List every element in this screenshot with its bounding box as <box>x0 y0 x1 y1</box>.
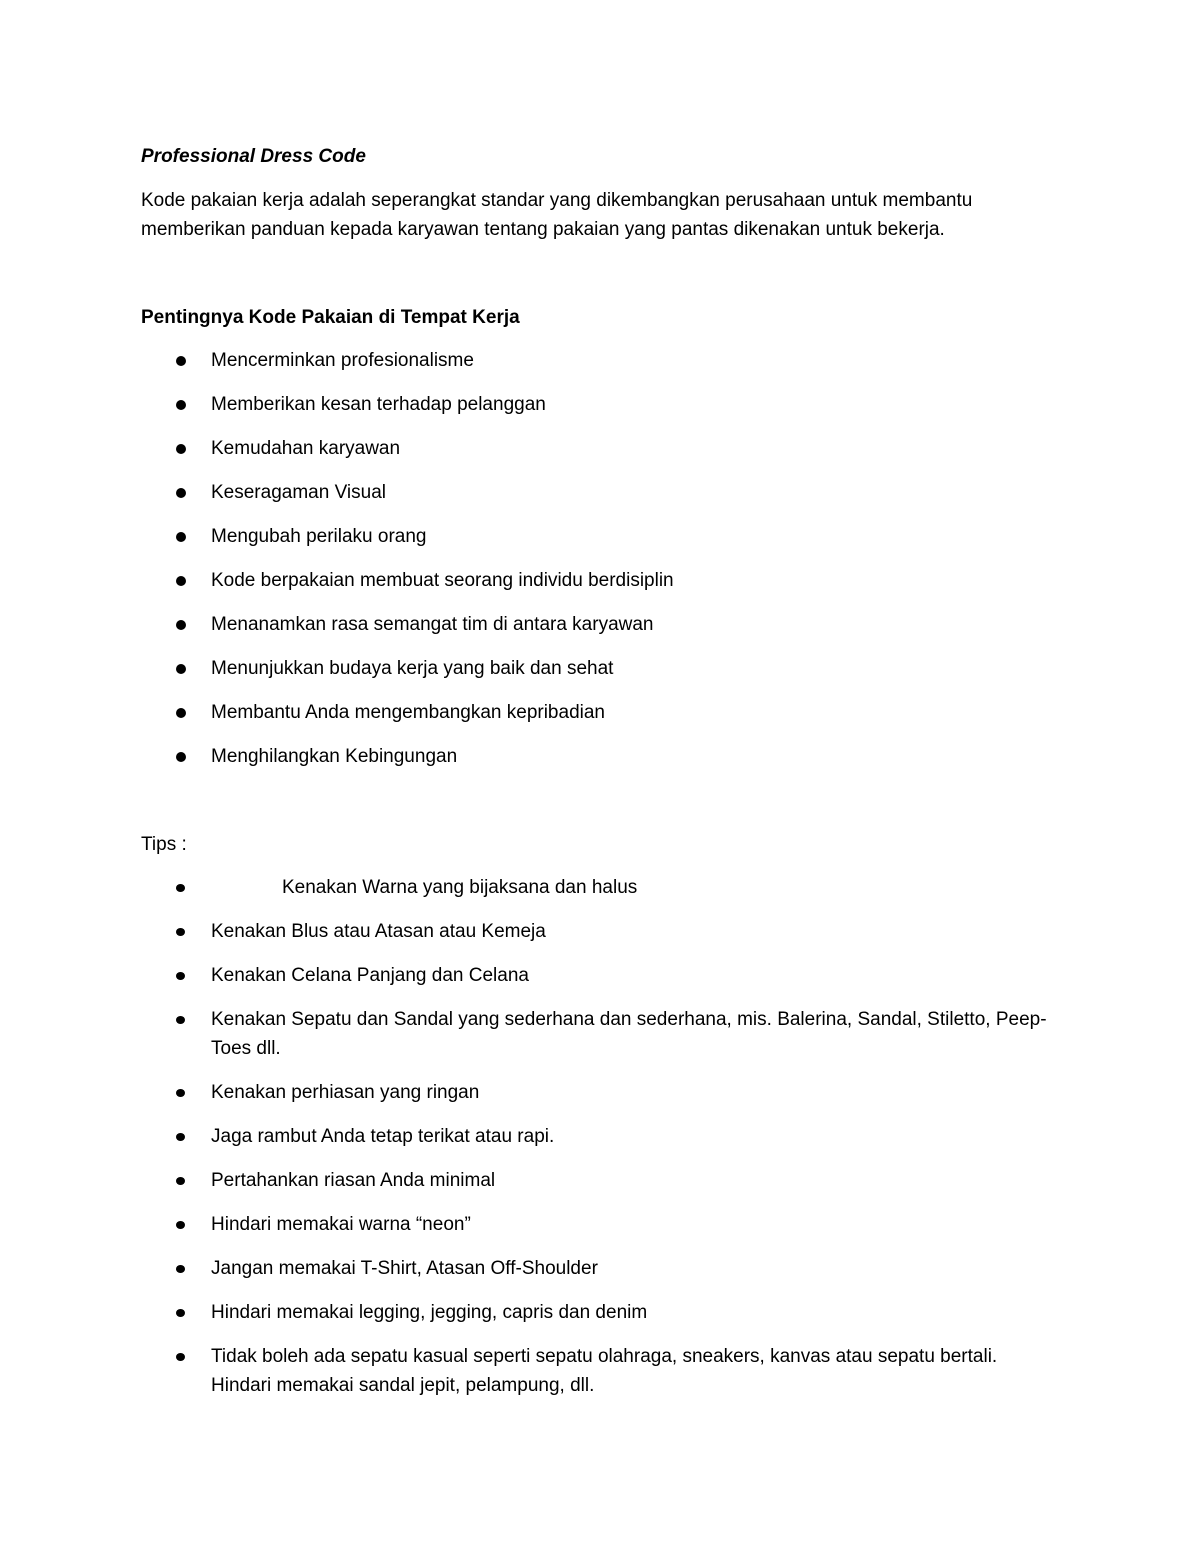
list-item: Hindari memakai legging, jegging, capris dan denim <box>141 1298 1056 1327</box>
bullet-icon <box>176 620 186 630</box>
bullet-icon <box>176 488 186 498</box>
bullet-icon <box>176 532 186 542</box>
bullet-icon <box>176 972 185 980</box>
intro-paragraph: Kode pakaian kerja adalah seperangkat standar yang dikembangkan perusahaan untuk membantu memberikan panduan kepada karyawan tentang pakaian yang pantas dikenakan untuk bekerja. <box>141 190 973 240</box>
list-item: Memberikan kesan terhadap pelanggan <box>141 390 1056 419</box>
bullet-icon <box>176 664 186 674</box>
importance-list <box>141 346 1056 771</box>
list-item: Pertahankan riasan Anda minimal <box>141 1166 1056 1195</box>
bullet-icon <box>176 400 186 410</box>
bullet-icon <box>176 1016 185 1024</box>
bullet-icon <box>176 576 186 586</box>
list-item: Kenakan Blus atau Atasan atau Kemeja <box>141 917 1056 946</box>
list-item: Kenakan Warna yang bijaksana dan halus <box>141 873 1056 902</box>
tips-label: Tips : <box>141 834 187 855</box>
bullet-icon <box>176 356 186 366</box>
list-item: Tidak boleh ada sepatu kasual seperti sepatu olahraga, sneakers, kanvas atau sepatu bertali. Hindari memakai sandal jepit, pelampung, dll. <box>141 1342 1056 1400</box>
bullet-icon <box>176 1177 185 1185</box>
list-item: Jangan memakai T-Shirt, Atasan Off-Shoulder <box>141 1254 1056 1283</box>
bullet-icon <box>176 1265 185 1273</box>
list-item: Menunjukkan budaya kerja yang baik dan sehat <box>141 654 1056 683</box>
bullet-icon <box>176 884 185 892</box>
list-item: Menanamkan rasa semangat tim di antara karyawan <box>141 610 1056 639</box>
bullet-icon <box>176 1089 185 1097</box>
list-item: Keseragaman Visual <box>141 478 1056 507</box>
importance-heading: Pentingnya Kode Pakaian di Tempat Kerja <box>141 307 520 328</box>
bullet-icon <box>176 708 186 718</box>
list-item: Kenakan Sepatu dan Sandal yang sederhana dan sederhana, mis. Balerina, Sandal, Stiletto, Peep-Toes dll. <box>141 1005 1056 1063</box>
list-item: Kode berpakaian membuat seorang individu berdisiplin <box>141 566 1056 595</box>
list-item: Membantu Anda mengembangkan kepribadian <box>141 698 1056 727</box>
list-item: Kemudahan karyawan <box>141 434 1056 463</box>
list-item: Kenakan perhiasan yang ringan <box>141 1078 1056 1107</box>
list-item: Kenakan Celana Panjang dan Celana <box>141 961 1056 990</box>
bullet-icon <box>176 1133 185 1141</box>
bullet-icon <box>176 1309 185 1317</box>
list-item: Hindari memakai warna “neon” <box>141 1210 1056 1239</box>
bullet-icon <box>176 928 185 936</box>
bullet-icon <box>176 444 186 454</box>
list-item: Mengubah perilaku orang <box>141 522 1056 551</box>
document-body <box>141 142 1056 1415</box>
tips-list <box>141 873 1056 1400</box>
list-item: Menghilangkan Kebingungan <box>141 742 1056 771</box>
list-item: Mencerminkan profesionalisme <box>141 346 1056 375</box>
document-title: Professional Dress Code <box>141 146 366 167</box>
list-item: Jaga rambut Anda tetap terikat atau rapi. <box>141 1122 1056 1151</box>
bullet-icon <box>176 1353 185 1361</box>
bullet-icon <box>176 1221 185 1229</box>
bullet-icon <box>176 752 186 762</box>
